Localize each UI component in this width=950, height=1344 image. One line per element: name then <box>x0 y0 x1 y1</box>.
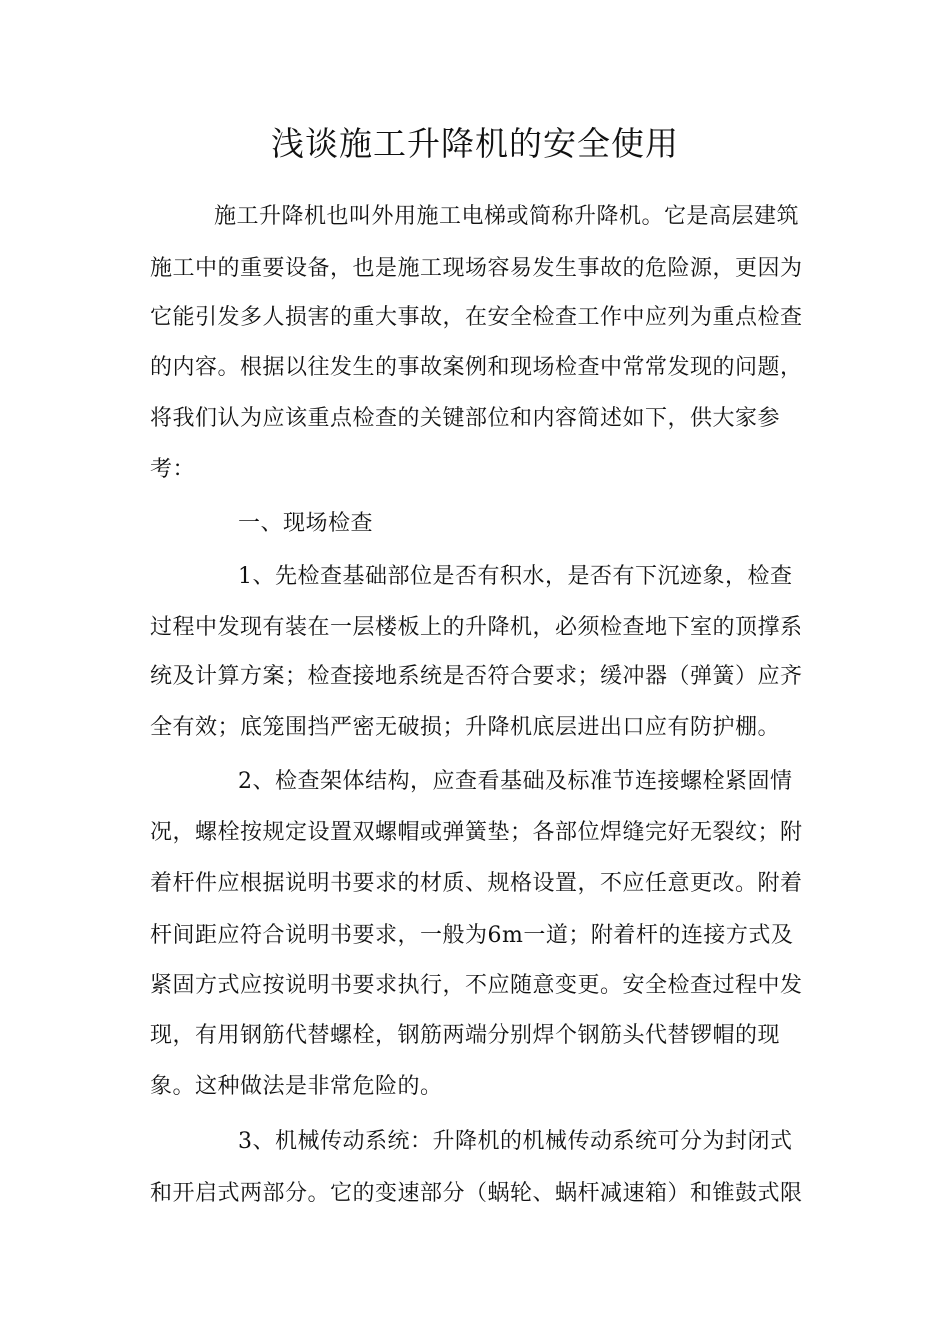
paragraph-line: 着杆件应根据说明书要求的材质、规格设置，不应任意更改。附着 <box>150 871 803 896</box>
section-heading: 一、现场检查 <box>238 511 374 536</box>
paragraph-line: 现，有用钢筋代替螺栓，钢筋两端分别焊个钢筋头代替锣帽的现 <box>150 1023 781 1048</box>
paragraph-line: 施工升降机也叫外用施工电梯或简称升降机。它是高层建筑 <box>214 204 800 229</box>
paragraph-line: 象。这种做法是非常危险的。 <box>150 1074 443 1099</box>
paragraph-line: 和开启式两部分。它的变速部分（蜗轮、蜗杆减速箱）和锥鼓式限 <box>150 1181 803 1206</box>
paragraph-line: 统及计算方案；检查接地系统是否符合要求；缓冲器（弹簧）应齐 <box>150 664 803 689</box>
paragraph-line: 杆间距应符合说明书要求，一般为6m一道；附着杆的连接方式及 <box>150 923 794 948</box>
paragraph-line: 况，螺栓按规定设置双螺帽或弹簧垫；各部位焊缝完好无裂纹；附 <box>150 820 803 845</box>
paragraph-line: 它能引发多人损害的重大事故，在安全检查工作中应列为重点检查 <box>150 305 803 330</box>
paragraph-line: 的内容。根据以往发生的事故案例和现场检查中常常发现的问题， <box>150 355 803 380</box>
paragraph-line: 过程中发现有装在一层楼板上的升降机，必须检查地下室的顶撑系 <box>150 615 803 640</box>
paragraph-line: 考： <box>150 457 196 482</box>
paragraph-line: 紧固方式应按说明书要求执行，不应随意变更。安全检查过程中发 <box>150 973 803 998</box>
paragraph-line: 3、机械传动系统：升降机的机械传动系统可分为封闭式 <box>238 1129 793 1154</box>
paragraph-line: 2、检查架体结构，应查看基础及标准节连接螺栓紧固情 <box>238 769 793 794</box>
paragraph-line: 将我们认为应该重点检查的关键部位和内容简述如下，供大家参 <box>150 406 781 431</box>
paragraph-line: 1、先检查基础部位是否有积水，是否有下沉迹象，检查 <box>238 564 793 589</box>
paragraph-line: 全有效；底笼围挡严密无破损；升降机底层进出口应有防护棚。 <box>150 715 781 740</box>
paragraph-line: 施工中的重要设备，也是施工现场容易发生事故的危险源，更因为 <box>150 256 803 281</box>
document-title: 浅谈施工升降机的安全使用 <box>271 124 679 163</box>
